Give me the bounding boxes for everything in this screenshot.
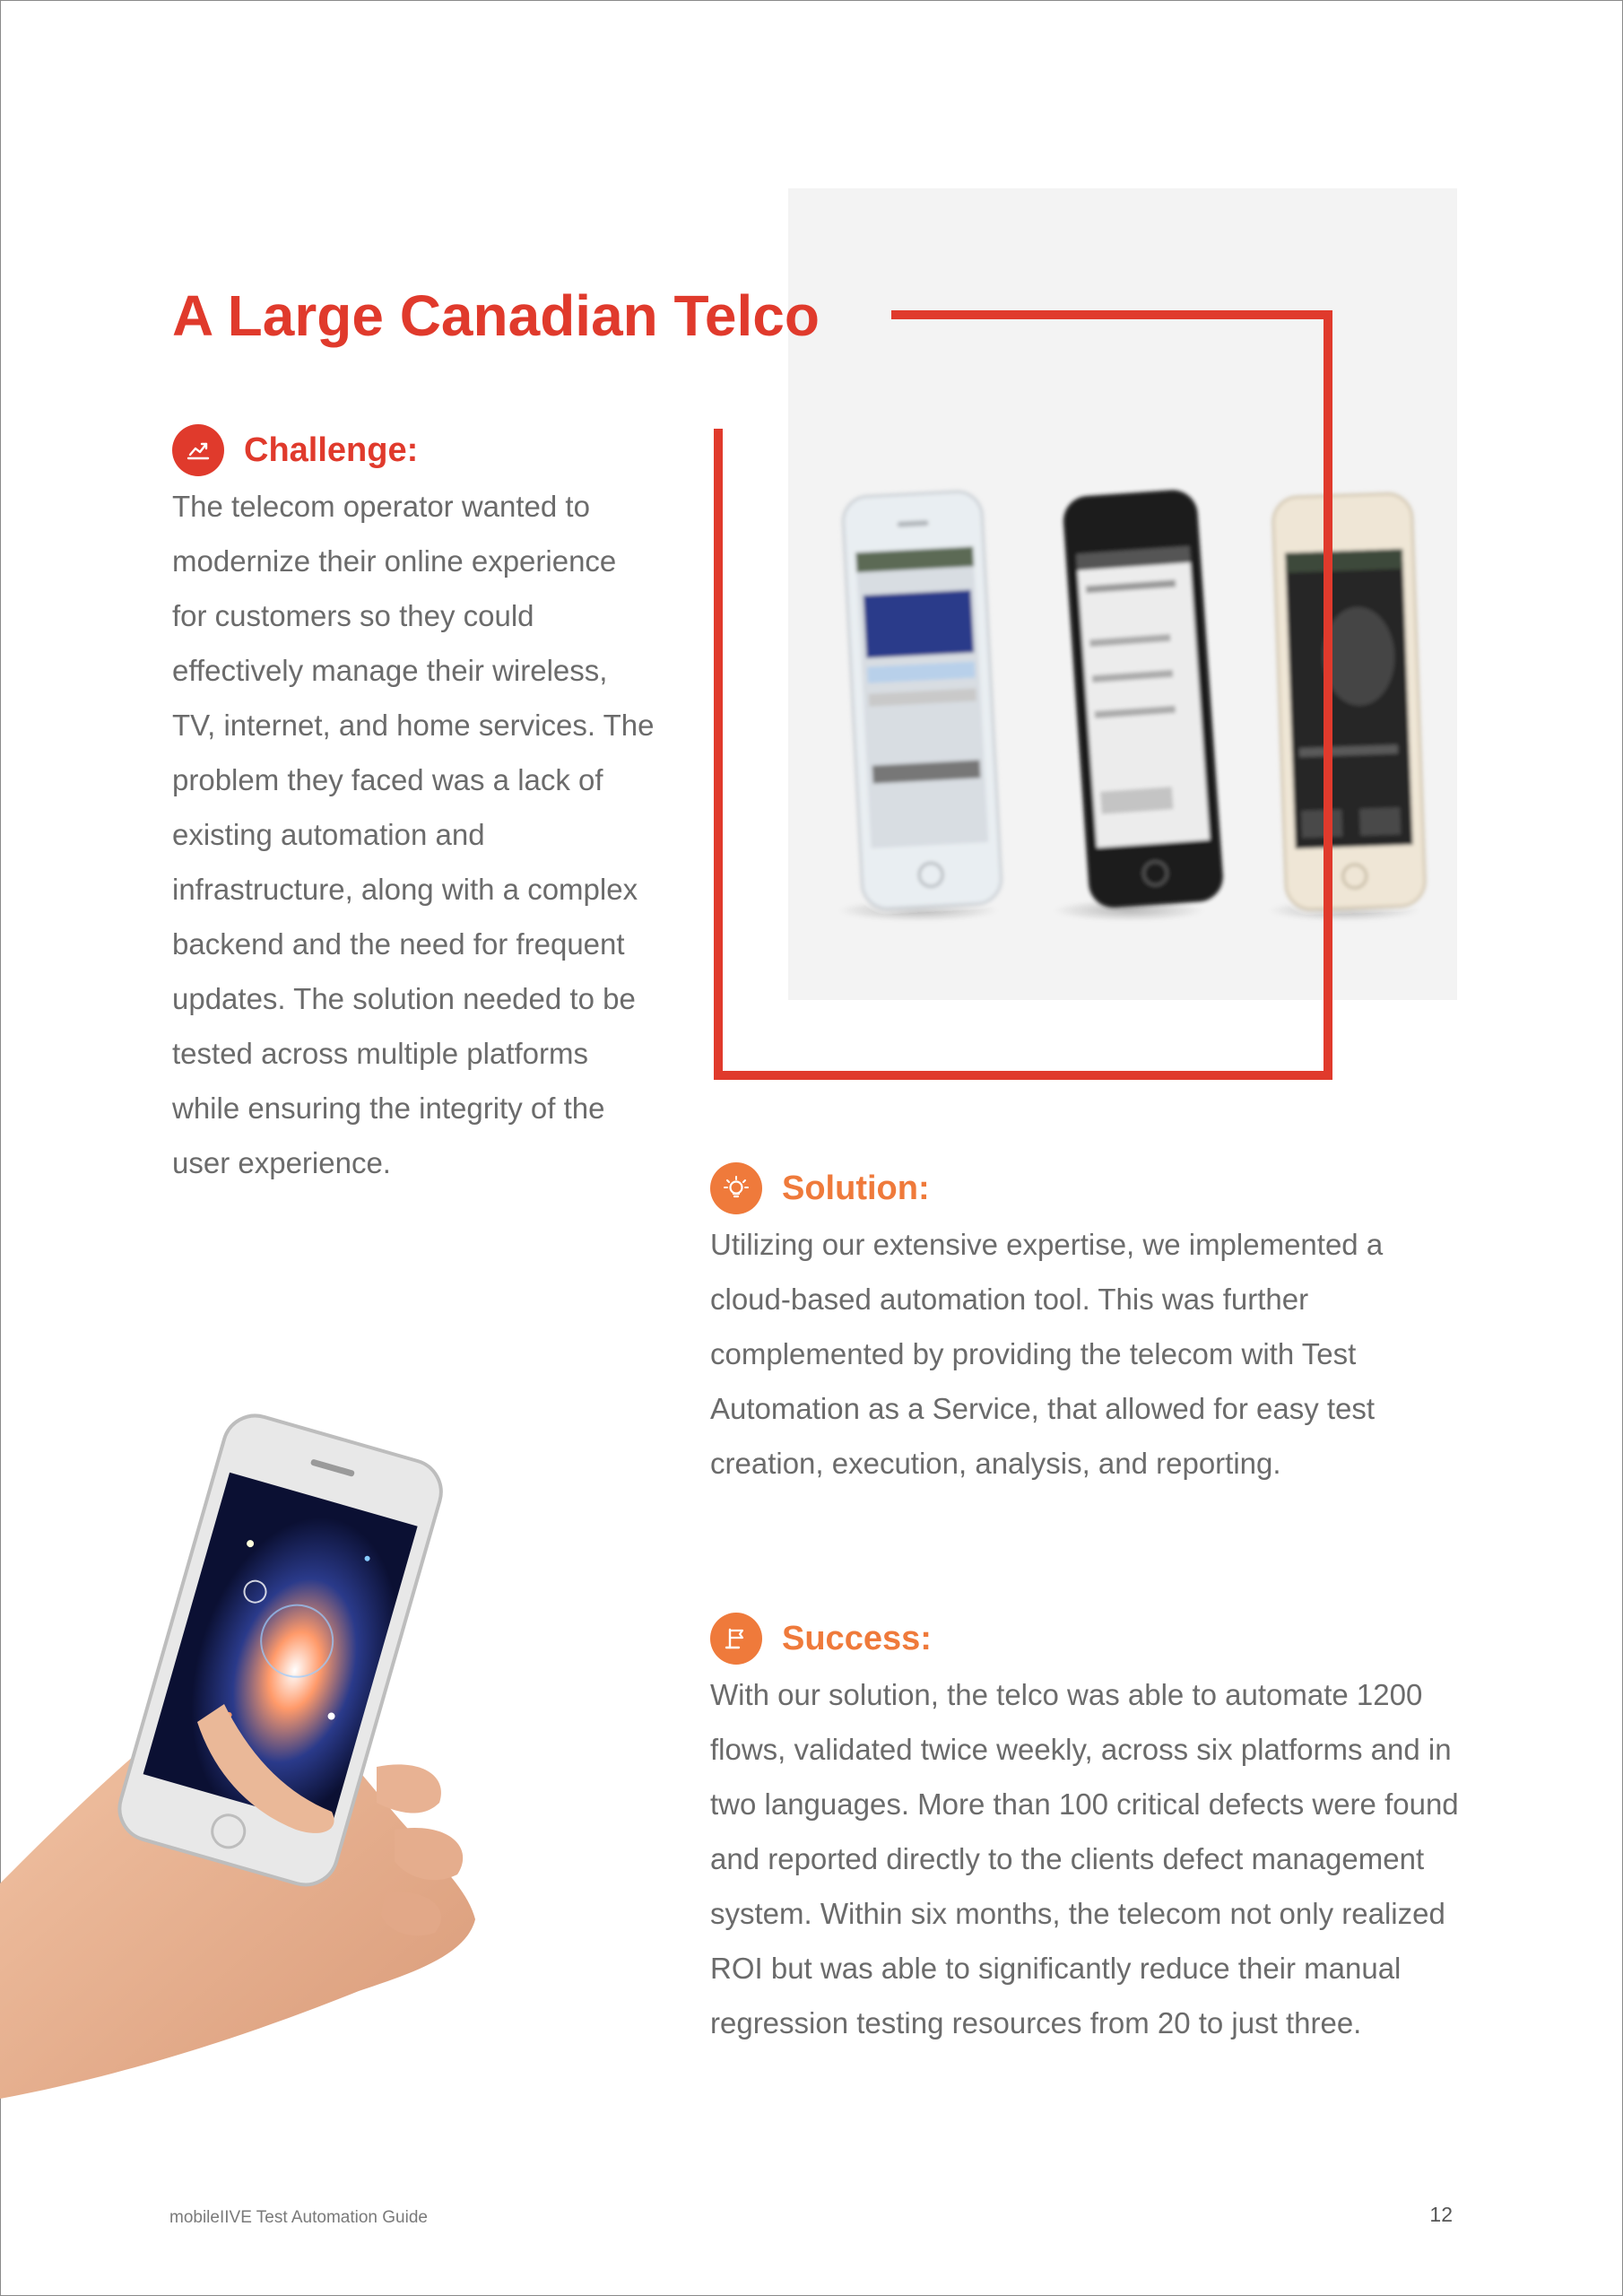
solution-text: Utilizing our extensive expertise, we implemented a cloud-based automation tool. This was further complemented by providing the telecom with Test Automation as a Service, that allowed for easy test creation, execution, analysis, and reporting.: [710, 1228, 1384, 1480]
solution-heading: Solution:: [782, 1170, 930, 1207]
solution-heading-row: [710, 1162, 930, 1214]
frame-left-line: [714, 429, 723, 1080]
challenge-heading-row: [172, 424, 418, 476]
success-text: With our solution, the telco was able to automate 1200 flows, validated twice weekly, across six platforms and in two languages. More than 100 critical defects were found and reported directly to the clients defect management system. Within six months, the telecom not only realized ROI but was able to significantly reduce their manual regression testing resources from 20 to just three.: [710, 1678, 1459, 2039]
success-heading: Success:: [782, 1620, 932, 1657]
hand-holding-phone-image: [0, 1381, 628, 2099]
lightbulb-icon: [710, 1162, 762, 1214]
frame-top-line: [891, 310, 1332, 319]
page-title: A Large Canadian Telco: [172, 283, 820, 348]
flag-icon: [710, 1613, 762, 1665]
challenge-text: The telecom operator wanted to modernize their online experience for customers so they could effectively manage their wireless, TV, internet, and home services. The problem they faced was a lack of existing automation and infrastructure, along with a complex backend and the need for frequent updates. The solution needed to be tested across multiple platforms while ensuring the integrity of the user experience.: [172, 490, 655, 1179]
footer-document-name: mobileIIVE Test Automation Guide: [169, 2208, 428, 2227]
challenge-heading: Challenge:: [244, 431, 419, 469]
frame-bottom-line: [714, 1071, 1332, 1080]
page-number: 12: [1429, 2203, 1453, 2226]
frame-right-line: [1324, 310, 1332, 1080]
success-heading-row: [710, 1613, 932, 1665]
chart-trend-icon: [172, 424, 224, 476]
